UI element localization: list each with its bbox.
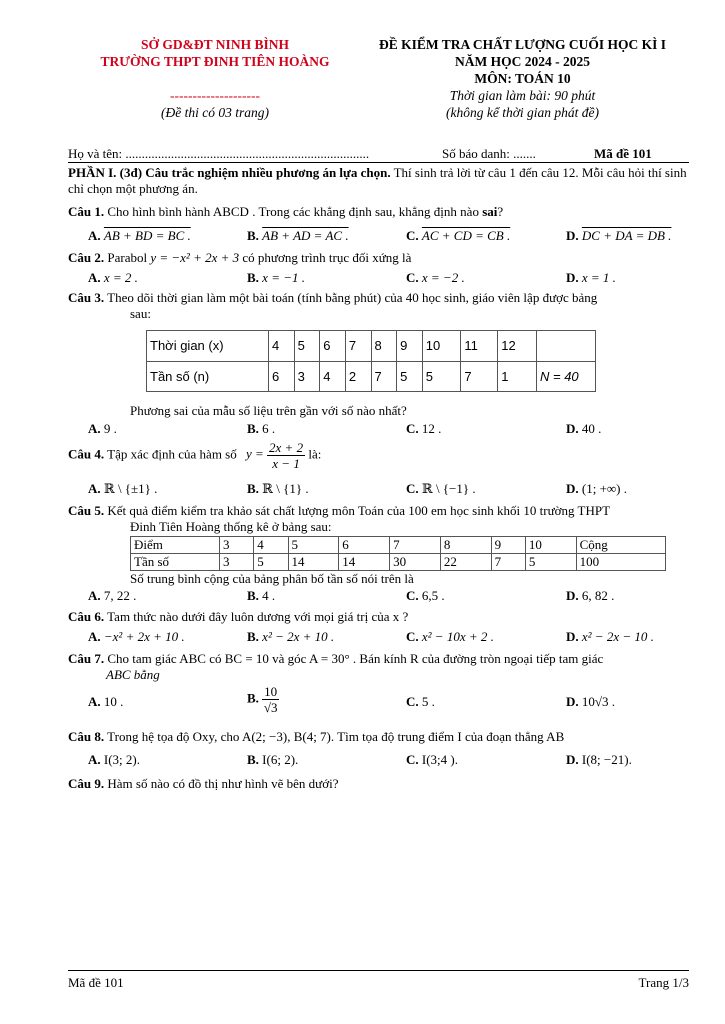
option-text: x² − 2x + 10 . xyxy=(262,629,335,644)
fraction xyxy=(262,684,279,715)
option-letter: A. xyxy=(88,228,101,243)
question-3 xyxy=(68,290,689,306)
q4-option-c[interactable] xyxy=(406,481,476,497)
question-label: Câu 7. xyxy=(68,651,105,666)
option-letter: B. xyxy=(247,690,259,706)
header-dashes: -------------------- xyxy=(170,88,260,103)
question-1 xyxy=(68,204,689,220)
option-text: I(3; 2). xyxy=(103,752,140,767)
question-end: là: xyxy=(308,446,322,462)
option-letter: D. xyxy=(566,629,579,644)
fraction-denominator: √3 xyxy=(263,700,278,715)
table-cell: 10 xyxy=(422,331,461,362)
question-9 xyxy=(68,776,689,792)
q8-option-b[interactable] xyxy=(247,752,298,768)
question-text: Parabol xyxy=(107,250,148,265)
question-text: Tam thức nào dưới đây luôn dương với mọi giá trị của x ? xyxy=(107,609,409,624)
pages-note: (Đề thi có 03 trang) xyxy=(161,105,269,120)
question-6 xyxy=(68,609,689,625)
fraction-numerator: 10 xyxy=(264,684,278,699)
table-cell: 6 xyxy=(269,361,295,392)
option-letter: C. xyxy=(406,588,419,603)
table-row xyxy=(131,537,666,554)
q6-option-b[interactable] xyxy=(247,629,334,645)
q7-option-d[interactable] xyxy=(566,694,615,710)
table-header-cell: Tần số xyxy=(131,554,220,571)
table-cell: 11 xyxy=(461,331,498,362)
subject: MÔN: TOÁN 10 xyxy=(474,71,571,86)
q4-option-d[interactable] xyxy=(566,481,627,497)
q2-option-c[interactable] xyxy=(406,270,465,286)
option-text: 6 . xyxy=(262,421,276,436)
option-text: 10√3 . xyxy=(581,694,616,709)
option-text: ℝ \ {±1} . xyxy=(103,481,158,496)
question-formula: y = −x² + 2x + 3 xyxy=(150,250,240,265)
option-letter: D. xyxy=(566,588,579,603)
table-cell: 14 xyxy=(339,554,390,571)
table-row xyxy=(131,554,666,571)
divider-top xyxy=(68,162,689,163)
option-letter: A. xyxy=(88,421,101,436)
question-text: Cho hình bình hành ABCD . Trong các khẳng định sau, khẳng định nào xyxy=(107,204,479,219)
name-field-label: Họ và tên: ........................................................................... xyxy=(68,146,370,161)
option-text: AC + CD = CB . xyxy=(421,228,511,243)
table-cell: 6 xyxy=(339,537,390,554)
table-cell: 5 xyxy=(254,554,288,571)
option-letter: A. xyxy=(88,588,101,603)
question-emphasis: sai xyxy=(482,204,498,219)
option-text: x = −1 . xyxy=(262,270,305,285)
option-letter: D. xyxy=(566,421,579,436)
option-letter: B. xyxy=(247,421,259,436)
table-cell: Cộng xyxy=(576,537,665,554)
option-letter: C. xyxy=(406,629,419,644)
option-text: (1; +∞) . xyxy=(581,481,628,496)
option-letter: C. xyxy=(406,752,419,767)
table-cell: 30 xyxy=(390,554,441,571)
q1-option-a[interactable] xyxy=(88,228,191,244)
option-letter: D. xyxy=(566,752,579,767)
option-letter: C. xyxy=(406,481,419,496)
option-letter: D. xyxy=(566,270,579,285)
table-row xyxy=(147,361,596,392)
table-cell: 5 xyxy=(422,361,461,392)
option-letter: D. xyxy=(566,481,579,496)
question-2 xyxy=(68,250,689,266)
q4-option-a[interactable] xyxy=(88,481,157,497)
question-3-line2: sau: xyxy=(130,306,151,321)
q3-option-a[interactable] xyxy=(88,421,117,437)
duration: Thời gian làm bài: 90 phút xyxy=(449,88,596,103)
option-letter: A. xyxy=(88,481,101,496)
question-label: Câu 8. xyxy=(68,729,105,744)
exam-code: Mã đề 101 xyxy=(594,146,652,161)
option-text: x = 2 . xyxy=(103,270,138,285)
question-text: Tập xác định của hàm số xyxy=(107,446,237,462)
question-label: Câu 3. xyxy=(68,290,105,305)
option-letter: A. xyxy=(88,752,101,767)
option-text: 4 . xyxy=(262,588,276,603)
part1-text: Thí sinh trả lời từ câu 1 đến câu 12. Mỗi câu hỏi thí sinh chỉ chọn một phương án. xyxy=(68,165,687,196)
option-text: 40 . xyxy=(581,421,602,436)
option-text: AB + BD = BC . xyxy=(103,228,191,243)
option-text: x = 1 . xyxy=(581,270,616,285)
option-text: 12 . xyxy=(421,421,442,436)
q2-option-b[interactable] xyxy=(247,270,305,286)
q6-option-d[interactable] xyxy=(566,629,654,645)
table-cell: 5 xyxy=(397,361,423,392)
option-text: 7, 22 . xyxy=(103,588,137,603)
q6-option-a[interactable] xyxy=(88,629,185,645)
table-cell: 6 xyxy=(320,331,346,362)
option-text: AB + AD = AC . xyxy=(262,228,349,243)
table-cell: 7 xyxy=(491,554,525,571)
table-cell: 7 xyxy=(461,361,498,392)
q8-option-c[interactable] xyxy=(406,752,458,768)
fraction-denominator: x − 1 xyxy=(272,456,300,471)
school-year: NĂM HỌC 2024 - 2025 xyxy=(455,54,590,69)
question-7-line2: ABC bằng xyxy=(106,667,160,682)
table-cell: 100 xyxy=(576,554,665,571)
question-8 xyxy=(68,729,689,745)
option-text: −x² + 2x + 10 . xyxy=(103,629,185,644)
q1-option-b[interactable] xyxy=(247,228,349,244)
question-7 xyxy=(68,651,689,667)
function-lhs: y = xyxy=(245,446,264,462)
table-cell: 3 xyxy=(220,554,254,571)
option-letter: B. xyxy=(247,588,259,603)
question-text: Hàm số nào có đồ thị như hình vẽ bên dưới? xyxy=(107,776,339,791)
option-text: x = −2 . xyxy=(421,270,465,285)
table-header-cell: Tần số (n) xyxy=(147,361,269,392)
option-text: DC + DA = DB . xyxy=(581,228,672,243)
question-text: Trong hệ tọa độ Oxy, cho A(2; −3), B(4; 7). Tìm tọa độ trung điểm I của đoạn thẳng AB xyxy=(107,729,565,744)
option-letter: A. xyxy=(88,629,101,644)
table-cell: 7 xyxy=(371,361,397,392)
table-row xyxy=(147,331,596,362)
table-cell: 7 xyxy=(390,537,441,554)
table-cell: 5 xyxy=(288,537,339,554)
table-cell: 14 xyxy=(288,554,339,571)
table-cell: 3 xyxy=(220,537,254,554)
fraction xyxy=(267,440,305,471)
option-text: 6,5 . xyxy=(421,588,445,603)
part1-title: PHẦN I. (3đ) Câu trắc nghiệm nhiều phương án lựa chọn. xyxy=(68,165,391,180)
table-cell: 22 xyxy=(440,554,491,571)
question-label: Câu 9. xyxy=(68,776,105,791)
part1-heading xyxy=(68,165,689,197)
fraction-numerator: 2x + 2 xyxy=(269,440,304,455)
table-header-cell: Điểm xyxy=(131,537,220,554)
table-cell: 1 xyxy=(498,361,537,392)
q3-option-b[interactable] xyxy=(247,421,275,437)
q5-question: Số trung bình cộng của bảng phân bố tần số nói trên là xyxy=(130,571,414,586)
school-name: TRƯỜNG THPT ĐINH TIÊN HOÀNG xyxy=(100,54,330,69)
table-cell: 5 xyxy=(525,554,576,571)
table-cell: N = 40 xyxy=(537,361,596,392)
duration-note: (không kể thời gian phát đề) xyxy=(445,105,600,120)
question-5 xyxy=(68,503,689,519)
table-cell: 7 xyxy=(345,331,371,362)
table-cell: 10 xyxy=(525,537,576,554)
table-cell: 9 xyxy=(397,331,423,362)
table-cell: 12 xyxy=(498,331,537,362)
q3-option-c[interactable] xyxy=(406,421,441,437)
option-letter: C. xyxy=(406,421,419,436)
question-5-line2: Đinh Tiên Hoàng thống kê ở bảng sau: xyxy=(130,519,332,534)
question-label: Câu 2. xyxy=(68,250,105,265)
option-text: ℝ \ {1} . xyxy=(262,481,309,496)
table-cell: 8 xyxy=(440,537,491,554)
question-text: Cho tam giác ABC có BC = 10 và góc A = 30° . Bán kính R của đường tròn ngoại tiếp tam giác xyxy=(107,651,604,666)
page-number: Trang 1/3 xyxy=(638,975,689,990)
question-label: Câu 4. xyxy=(68,446,105,462)
question-text: Kết quả điểm kiểm tra khảo sát chất lượng môn Toán của 100 em học sinh khối 10 trường THPT xyxy=(107,503,611,518)
q1-option-c[interactable] xyxy=(406,228,510,244)
footer-code: Mã đề 101 xyxy=(68,975,124,990)
q2-option-d[interactable] xyxy=(566,270,616,286)
table-cell: 4 xyxy=(269,331,295,362)
table-cell xyxy=(537,331,596,362)
q6-option-c[interactable] xyxy=(406,629,494,645)
question-4 xyxy=(68,440,689,471)
q3-question: Phương sai của mẫu số liệu trên gần với số nào nhất? xyxy=(130,403,407,418)
option-text: I(6; 2). xyxy=(262,752,299,767)
q5-option-a[interactable] xyxy=(88,588,136,604)
question-label: Câu 1. xyxy=(68,204,105,219)
header-right xyxy=(355,36,690,121)
option-letter: A. xyxy=(88,694,101,709)
q5-table xyxy=(130,536,666,571)
question-label: Câu 6. xyxy=(68,609,105,624)
option-text: x² − 2x − 10 . xyxy=(581,629,654,644)
question-text-2: có phương trình trục đối xứng là xyxy=(242,250,412,265)
q8-option-a[interactable] xyxy=(88,752,140,768)
question-end: ? xyxy=(497,204,504,219)
table-cell: 3 xyxy=(294,361,320,392)
q4-option-b[interactable] xyxy=(247,481,309,497)
q7-option-b[interactable] xyxy=(247,684,279,715)
header-left xyxy=(70,36,360,121)
option-letter: B. xyxy=(247,752,259,767)
id-field-label: Số báo danh: ....... xyxy=(442,146,536,161)
option-text: I(3;4 ). xyxy=(421,752,458,767)
option-letter: C. xyxy=(406,694,419,709)
option-letter: B. xyxy=(247,270,259,285)
q2-option-a[interactable] xyxy=(88,270,138,286)
q7-option-a[interactable] xyxy=(88,694,123,710)
table-cell: 8 xyxy=(371,331,397,362)
q3-table xyxy=(146,330,596,392)
option-text: I(8; −21). xyxy=(581,752,632,767)
table-cell: 9 xyxy=(491,537,525,554)
question-label: Câu 5. xyxy=(68,503,105,518)
table-header-cell: Thời gian (x) xyxy=(147,331,269,362)
table-cell: 4 xyxy=(320,361,346,392)
option-text: 9 . xyxy=(103,421,117,436)
q5-option-b[interactable] xyxy=(247,588,275,604)
option-letter: D. xyxy=(566,228,579,243)
option-text: x² − 10x + 2 . xyxy=(421,629,494,644)
q3-option-d[interactable] xyxy=(566,421,601,437)
option-letter: B. xyxy=(247,228,259,243)
option-letter: D. xyxy=(566,694,579,709)
q8-option-d[interactable] xyxy=(566,752,632,768)
option-text: 10 . xyxy=(103,694,124,709)
table-cell: 5 xyxy=(294,331,320,362)
option-letter: C. xyxy=(406,228,419,243)
option-letter: C. xyxy=(406,270,419,285)
table-cell: 4 xyxy=(254,537,288,554)
q5-option-d[interactable] xyxy=(566,588,614,604)
table-cell: 2 xyxy=(345,361,371,392)
question-text: Theo dõi thời gian làm một bài toán (tính bằng phút) của 40 học sinh, giáo viên lập được bảng xyxy=(107,290,598,305)
department-name: SỞ GD&ĐT NINH BÌNH xyxy=(141,37,289,52)
option-text: ℝ \ {−1} . xyxy=(421,481,476,496)
q7-option-c[interactable] xyxy=(406,694,435,710)
q1-option-d[interactable] xyxy=(566,228,671,244)
option-letter: A. xyxy=(88,270,101,285)
q5-option-c[interactable] xyxy=(406,588,445,604)
option-letter: B. xyxy=(247,481,259,496)
option-letter: B. xyxy=(247,629,259,644)
divider-bottom xyxy=(68,970,689,971)
option-text: 5 . xyxy=(421,694,435,709)
option-text: 6, 82 . xyxy=(581,588,615,603)
exam-title: ĐỀ KIỂM TRA CHẤT LƯỢNG CUỐI HỌC KÌ I xyxy=(378,37,667,52)
